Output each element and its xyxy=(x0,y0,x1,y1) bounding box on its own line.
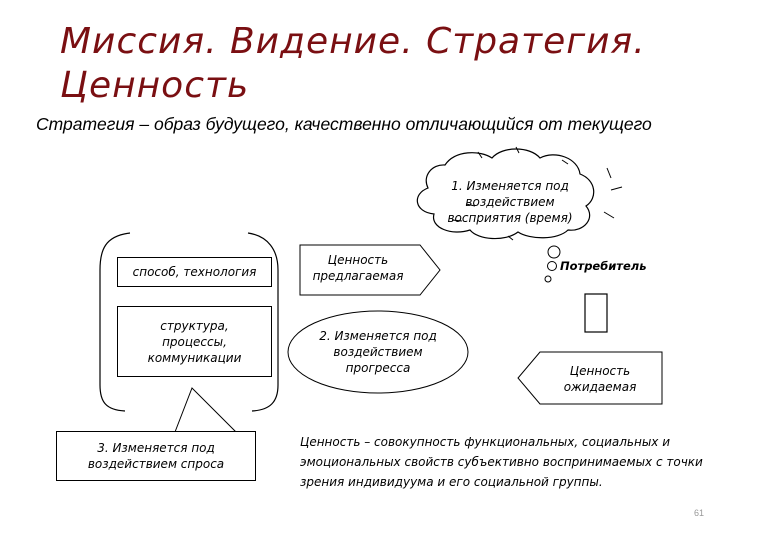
consumer-icon-placeholder xyxy=(585,294,607,332)
slide-subtitle: Стратегия – образ будущего, качественно отличающийся от текущего xyxy=(36,114,652,134)
method-box-label: способ, технология xyxy=(132,265,257,279)
page-number: 61 xyxy=(693,508,704,518)
demand-callout-pointer xyxy=(175,388,236,432)
thought-bubble-small xyxy=(545,276,551,282)
slide-title: Миссия. Видение. Стратегия. Ценность xyxy=(60,21,646,106)
structure-box-label: структура, процессы, коммуникации xyxy=(147,318,242,365)
perception-cloud-label: 1. Изменяется под воздействием восприятия (время) xyxy=(447,179,573,225)
consumer-label: Потребитель xyxy=(560,259,647,273)
method-box xyxy=(117,257,272,287)
value-definition: Ценность – совокупность функциональных, социальных и эмоциональных свойств субъективно воспринимаемых с точки зрения индивидуума и его социальной группы. xyxy=(300,435,703,489)
offered-value-label: Ценность предлагаемая xyxy=(312,253,404,283)
structure-box xyxy=(117,306,272,377)
demand-callout xyxy=(56,431,256,481)
demand-callout-label: 3. Изменяется под воздействием спроса xyxy=(87,441,225,471)
thought-bubble-large xyxy=(548,246,560,258)
thought-bubble-medium xyxy=(548,262,557,271)
progress-ellipse-label: 2. Изменяется под воздействием прогресса xyxy=(319,329,437,375)
expected-value-label: Ценность ожидаемая xyxy=(563,364,637,394)
